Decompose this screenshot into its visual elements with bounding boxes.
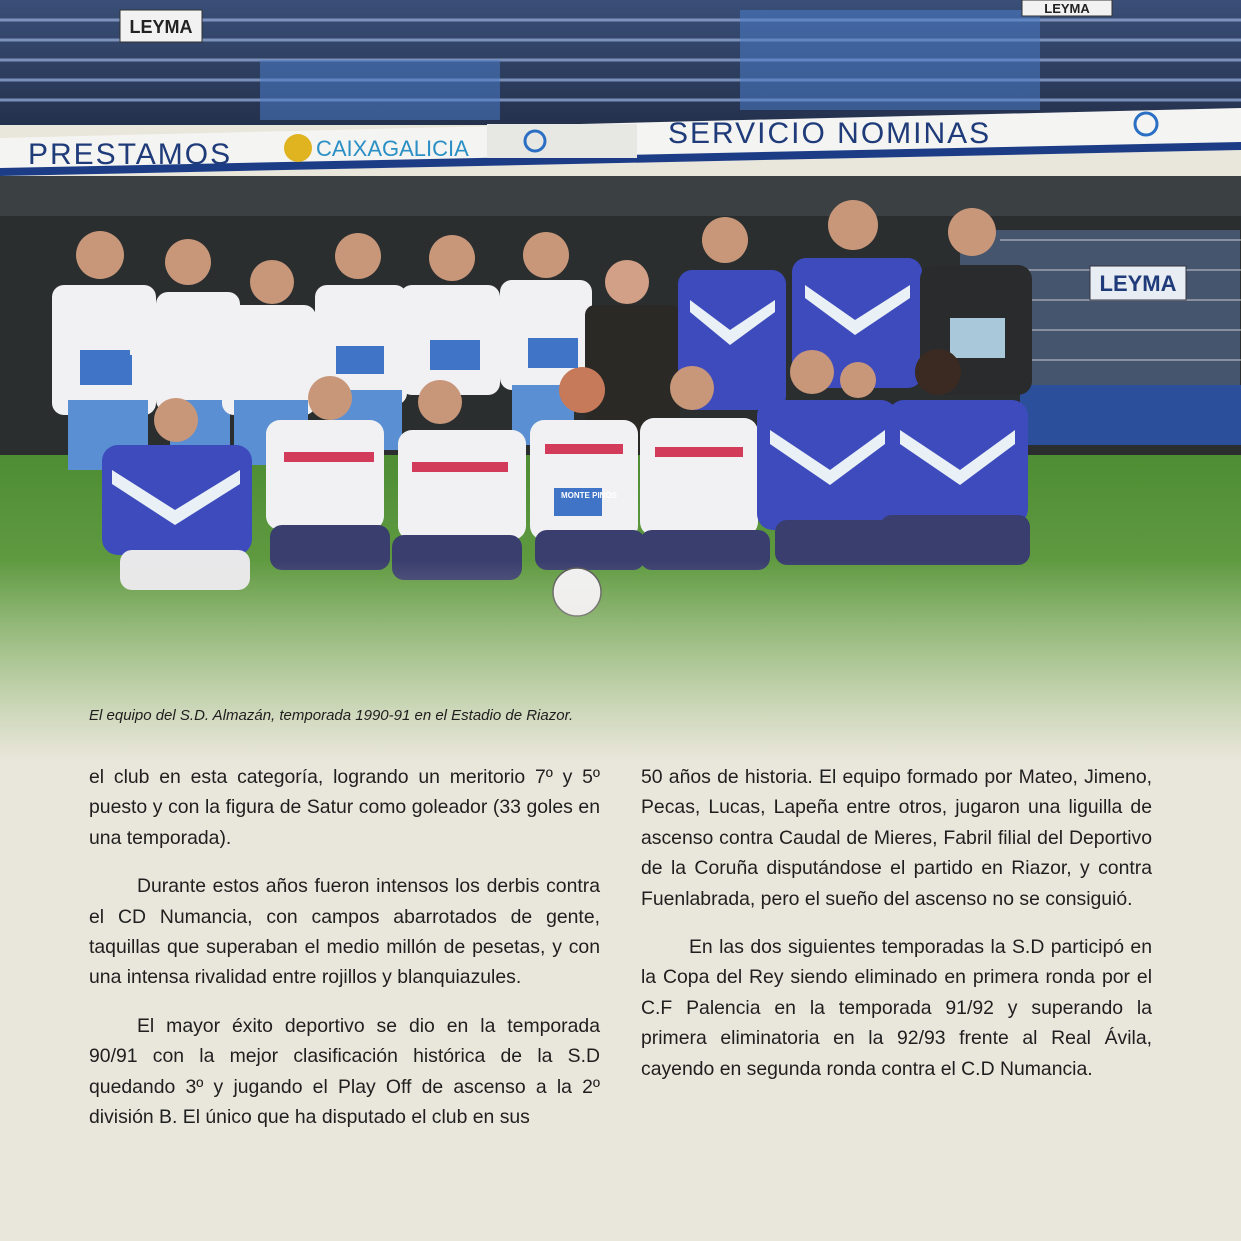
banner-prestamos: PRESTAMOS: [28, 138, 233, 171]
paragraph: Durante estos años fueron intensos los derbis contra el CD Numancia, con campos abarrotados de gente, taquillas que superaban el medio millón de pesetas, y con una intensa rivalidad entre rojillos y blanquiazules.: [89, 875, 600, 989]
photo-caption: El equipo del S.D. Almazán, temporada 1990-91 en el Estadio de Riazor.: [89, 707, 574, 724]
leyma-sign-stand: LEYMA: [1099, 271, 1177, 296]
leyma-sign-left: LEYMA: [129, 17, 193, 37]
banner-caixagalicia: CAIXAGALICIA: [316, 136, 469, 161]
text-column-left: [89, 762, 600, 1150]
shirt-sponsor: MONTE PINOS: [561, 491, 618, 500]
banner-servicio-nominas: SERVICIO NOMINAS: [668, 117, 992, 150]
text-column-right: [641, 762, 1152, 1102]
paragraph: el club en esta categoría, logrando un meritorio 7º y 5º puesto y con la figura de Satur como goleador (33 goles en una temporada).: [89, 766, 600, 849]
leyma-sign-right: LEYMA: [1044, 1, 1090, 16]
paragraph: 50 años de historia. El equipo formado por Mateo, Jimeno, Pecas, Lucas, Lapeña entre otros, jugaron una liguilla de ascenso contra Caudal de Mieres, Fabril filial del Deportivo de la Coruña disputándose el partido en Riazor, y contra Fuenlabrada, pero el sueño del ascenso no se consiguió.: [641, 766, 1152, 910]
paragraph: En las dos siguientes temporadas la S.D participó en la Copa del Rey siendo eliminado en primera ronda por el C.F Palencia en la temporada 91/92 y superando la primera eliminatoria en la 92/93 frente al Real Ávila, cayendo en segunda ronda contra el C.D Numancia.: [641, 936, 1152, 1080]
paragraph: El mayor éxito deportivo se dio en la temporada 90/91 con la mejor clasificación histórica de la S.D quedando 3º y jugando el Play Off de ascenso a la 2º división B. El único que ha disputado el club en sus: [89, 1014, 600, 1129]
